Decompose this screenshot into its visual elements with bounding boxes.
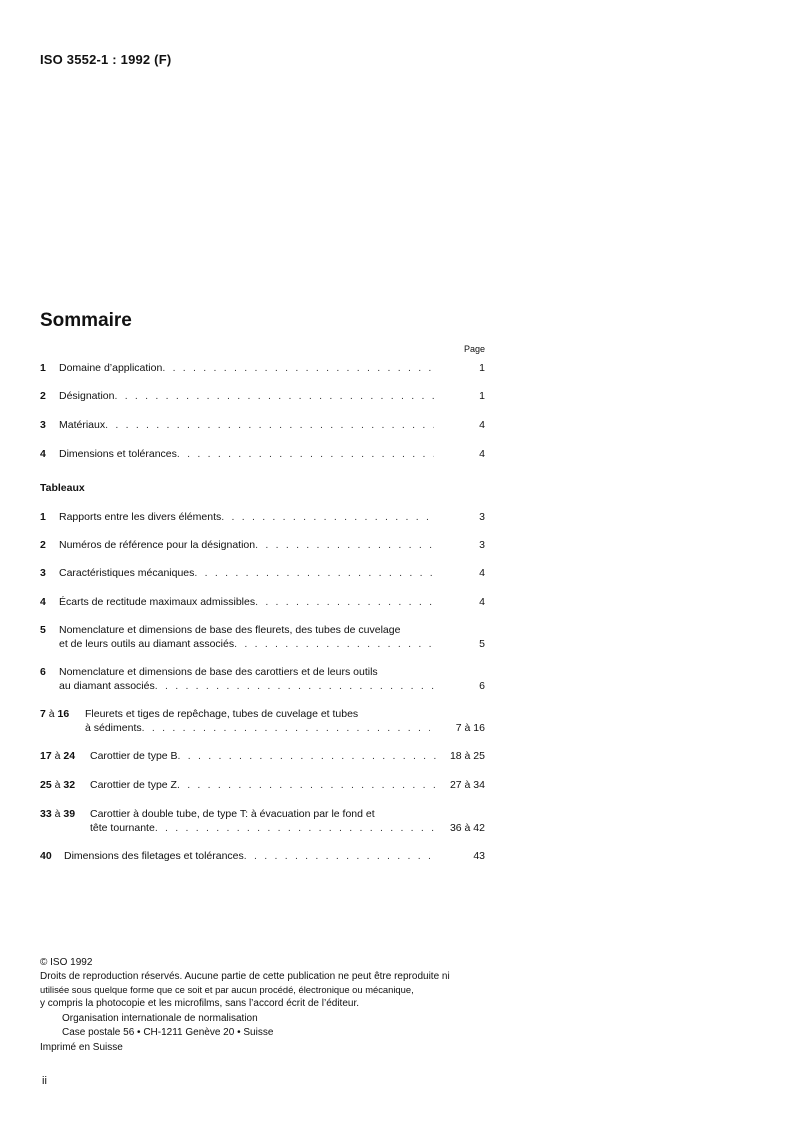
organization: Organisation internationale de normalisation	[62, 1013, 258, 1024]
entry-title-line1: Carottier à double tube, de type T: à évacuation par le fond et	[90, 808, 375, 820]
entry-number-range: 17 à 24	[40, 750, 76, 762]
entry-title: Rapports entre les divers éléments	[59, 511, 222, 523]
copyright-line: © ISO 1992	[40, 957, 93, 968]
entry-number: 4	[40, 596, 46, 608]
dot-leader	[221, 511, 434, 523]
entry-page: 1	[479, 362, 485, 374]
entry-title: Domaine d’application	[59, 362, 163, 374]
rights-text-1: Droits de reproduction réservés. Aucune partie de cette publication ne peut être reproduite ni	[40, 970, 450, 982]
entry-number-range: 33 à 39	[40, 808, 76, 820]
entry-title: Numéros de référence pour la désignation	[59, 539, 256, 551]
entry-title: Écarts de rectitude maximaux admissibles	[59, 596, 256, 608]
dot-leader	[244, 850, 434, 862]
dot-leader	[162, 362, 434, 374]
entry-page: 1	[479, 390, 485, 402]
entry-title: Caractéristiques mécaniques	[59, 567, 195, 579]
page-title: Sommaire	[40, 310, 132, 331]
dot-leader	[155, 822, 442, 834]
address: Case postale 56 • CH-1211 Genève 20 • Suisse	[62, 1026, 274, 1038]
printed-in: Imprimé en Suisse	[40, 1042, 123, 1053]
entry-page: 4	[479, 596, 485, 608]
dot-leader	[177, 779, 442, 791]
tables-heading: Tableaux	[40, 482, 85, 494]
entry-number-range: 25 à 32	[40, 779, 76, 791]
dot-leader	[155, 680, 434, 692]
entry-title: tête tournante	[90, 822, 155, 834]
entry-page: 18 à 25	[449, 750, 485, 762]
dot-leader	[178, 750, 442, 762]
entry-title: Désignation	[59, 390, 115, 402]
entry-page: 3	[479, 511, 485, 523]
entry-title: et de leurs outils au diamant associés	[59, 638, 235, 650]
entry-page: 7 à 16	[455, 722, 485, 734]
toc-entry[interactable]	[40, 666, 485, 694]
entry-page: 43	[473, 850, 485, 862]
entry-title: Dimensions des filetages et tolérances	[64, 850, 244, 862]
rights-text-3: y compris la photocopie et les microfilms, sans l’accord écrit de l’éditeur.	[40, 997, 360, 1009]
entry-title-line1: Fleurets et tiges de repêchage, tubes de cuvelage et tubes	[85, 708, 359, 720]
entry-number-range: 7 à 16	[40, 708, 70, 720]
entry-page: 36 à 42	[449, 822, 485, 834]
entry-title: à sédiments	[85, 722, 142, 734]
entry-title: Carottier de type Z	[90, 779, 177, 791]
copyright-notice	[40, 956, 490, 1055]
document-id: ISO 3552-1 : 1992 (F)	[40, 52, 172, 67]
dot-leader	[255, 539, 434, 551]
dot-leader	[194, 567, 434, 579]
entry-number: 40	[40, 850, 52, 862]
entry-title-line1: Nomenclature et dimensions de base des carottiers et de leurs outils	[59, 666, 378, 678]
entry-title: Dimensions et tolérances	[59, 448, 177, 460]
dot-leader	[177, 448, 434, 460]
toc-entry[interactable]	[40, 708, 485, 736]
entry-number: 1	[40, 511, 46, 523]
dot-leader	[114, 390, 434, 402]
entry-number: 4	[40, 448, 46, 460]
entry-number: 2	[40, 390, 46, 402]
dot-leader	[105, 419, 434, 431]
entry-number: 3	[40, 419, 46, 431]
rights-text-2: utilisée sous quelque forme que ce soit et par aucun procédé, électronique ou mécanique,	[40, 984, 414, 995]
page-column-label: Page	[463, 344, 485, 354]
entry-number: 5	[40, 624, 46, 636]
entry-page: 6	[479, 680, 485, 692]
toc-entry[interactable]	[40, 624, 485, 652]
entry-page: 4	[479, 448, 485, 460]
dot-leader	[142, 722, 430, 734]
entry-page: 27 à 34	[449, 779, 485, 791]
entry-number: 6	[40, 666, 46, 678]
entry-title: Carottier de type B	[90, 750, 178, 762]
entry-title: Matériaux	[59, 419, 106, 431]
page-number: ii	[42, 1075, 47, 1087]
entry-page: 3	[479, 539, 485, 551]
toc-entry[interactable]	[40, 808, 485, 836]
entry-title: au diamant associés	[59, 680, 155, 692]
entry-title-line1: Nomenclature et dimensions de base des fleurets, des tubes de cuvelage	[59, 624, 401, 636]
entry-page: 5	[479, 638, 485, 650]
entry-page: 4	[479, 567, 485, 579]
dot-leader	[255, 596, 434, 608]
entry-number: 2	[40, 539, 46, 551]
entry-number: 3	[40, 567, 46, 579]
dot-leader	[234, 638, 434, 650]
entry-page: 4	[479, 419, 485, 431]
entry-number: 1	[40, 362, 46, 374]
